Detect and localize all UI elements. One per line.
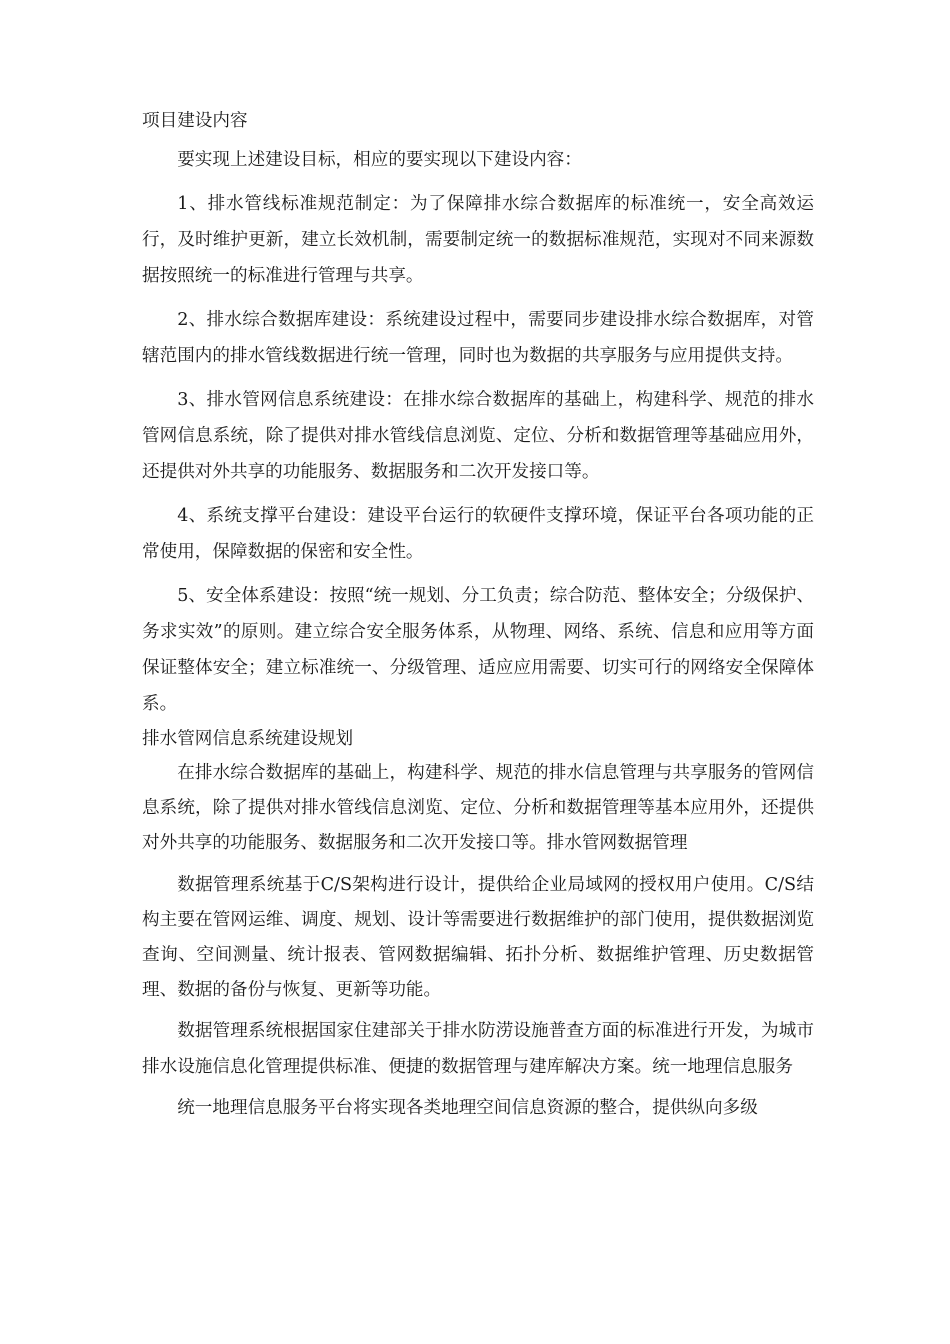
item-paragraph-2: 2、排水综合数据库建设：系统建设过程中，需要同步建设排水综合数据库，对管辖范围内的排水管线数据进行统一管理，同时也为数据的共享服务与应用提供支持。 xyxy=(142,310,814,366)
item-paragraph-5: 5、安全体系建设：按照“统一规划、分工负责；综合防范、整体安全；分级保护、务求实效”的原则。建立综合安全服务体系，从物理、网络、系统、信息和应用等方面保证整体安全；建立标准统一、分级管理、适应应用需要、切实可行的网络安全保障体系。 xyxy=(142,586,814,714)
section-heading-system-plan: 排水管网信息系统建设规划 xyxy=(142,729,354,749)
section-heading-project-content: 项目建设内容 xyxy=(142,111,248,131)
item-paragraph-1: 1、排水管线标准规范制定：为了保障排水综合数据库的标准统一，安全高效运行，及时维护更新，建立长效机制，需要制定统一的数据标准规范，实现对不同来源数据按照统一的标准进行管理与共享。 xyxy=(142,194,814,286)
geo-service-paragraph: 统一地理信息服务平台将实现各类地理空间信息资源的整合，提供纵向多级 xyxy=(177,1097,758,1118)
plan-paragraph: 在排水综合数据库的基础上，构建科学、规范的排水信息管理与共享服务的管网信息系统，除了提供对排水管线信息浏览、定位、分析和数据管理等基本应用外，还提供对外共享的功能服务、数据服务和二次开发接口等。排水管网数据管理 xyxy=(142,763,814,854)
intro-paragraph: 要实现上述建设目标，相应的要实现以下建设内容： xyxy=(177,150,582,170)
standard-paragraph: 数据管理系统根据国家住建部关于排水防涝设施普查方面的标准进行开发，为城市排水设施信息化管理提供标准、便捷的数据管理与建库解决方案。统一地理信息服务 xyxy=(142,1021,814,1077)
item-paragraph-3: 3、排水管网信息系统建设：在排水综合数据库的基础上，构建科学、规范的排水管网信息系统，除了提供对排水管线信息浏览、定位、分析和数据管理等基础应用外，还提供对外共享的功能服务、数据服务和二次开发接口等。 xyxy=(142,390,814,482)
cs-architecture-paragraph: 数据管理系统基于C/S架构进行设计，提供给企业局域网的授权用户使用。C/S结构主要在管网运维、调度、规划、设计等需要进行数据维护的部门使用，提供数据浏览查询、空间测量、统计报表、管网数据编辑、拓扑分析、数据维护管理、历史数据管理、数据的备份与恢复、更新等功能。 xyxy=(142,874,814,1001)
document-body xyxy=(142,104,814,1126)
item-paragraph-4: 4、系统支撑平台建设：建设平台运行的软硬件支撑环境，保证平台各项功能的正常使用，保障数据的保密和安全性。 xyxy=(142,506,814,562)
